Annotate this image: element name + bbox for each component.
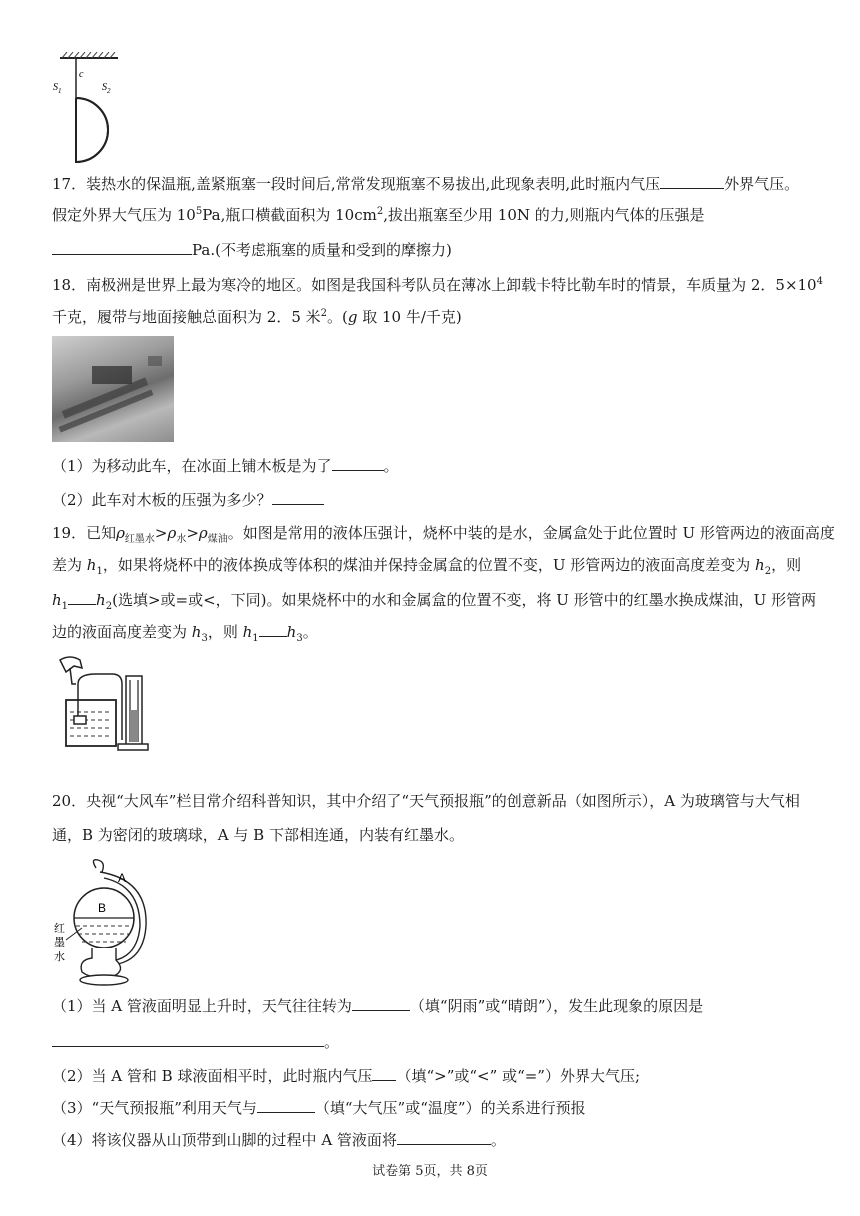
label-s1: $S_1$ [53,82,62,95]
hanging-semicircle-figure [50,52,130,164]
q19-blank-2[interactable] [259,620,287,637]
q20-sub4 [52,1128,506,1151]
rho-symbol: ρ [198,524,208,542]
h-sub: 3 [201,633,208,644]
q17-blank-1[interactable] [660,172,724,189]
q19-line3 [52,588,816,611]
q20-sub1-cont [52,1030,339,1053]
rho-symbol: ρ [116,524,125,542]
label-a: A [118,871,127,885]
q18-sub2-text: （2）此车对木板的压强为多少？ [52,491,272,509]
q18-sub1-end: 。 [383,457,399,475]
q18-sub2 [52,488,324,511]
liquid-pressure-gauge-figure [56,654,156,754]
h-symbol: h [52,591,62,609]
gt-sign: > [154,524,168,542]
q20-s2-text-b: （填“>”或“<” 或“=”）外界大气压; [396,1067,641,1085]
label-ink-1: 红 [54,922,65,935]
q20-sub1 [52,994,703,1017]
h-symbol: h [86,556,97,574]
h-sub: 2 [105,601,113,612]
label-s2: $S_2$ [102,82,111,95]
gt-sign: > [186,524,199,542]
q17-text-f: Pa.(不考虑瓶塞的质量和受到的摩擦力) [192,241,452,259]
q17-line3 [52,238,452,261]
rho-sub-kerosene: 煤油 [207,534,228,545]
q17-blank-2[interactable] [52,238,192,255]
q19-text-g: 边的液面高度差变为 [52,623,192,641]
q19-line1 [52,522,835,544]
q17-text-c: 假定外界大气压为 10 [52,206,196,224]
q20-text-b: 通，B 为密闭的玻璃球，A 与 B 下部相连通，内装有红墨水。 [52,826,464,844]
q20-s3-text-b: （填“大气压”或“温度”）的关系进行预报 [314,1099,586,1117]
q18-text-b: 千克，履带与地面接触总面积为 2．5 米 [52,308,321,326]
label-ink-3: 水 [54,950,65,963]
q17-text-b: 外界气压。 [724,175,800,193]
q18-exponent: 4 [816,276,823,287]
q20-blank-3[interactable] [372,1064,396,1081]
h-sub: 2 [764,566,772,577]
label-ink-2: 墨 [54,936,65,949]
q20-line2 [52,824,464,846]
h-symbol: h [96,591,106,609]
q18-blank-1[interactable] [332,454,384,471]
q20-blank-5[interactable] [397,1128,491,1145]
q17-exponent: 5 [195,206,203,217]
rho-sub-ink: 红墨水 [124,534,155,545]
q19-blank-1[interactable] [68,588,96,605]
q17-exponent-2: 2 [376,206,384,217]
antarctic-vehicle-photo [52,336,174,442]
q20-s3-text-a: （3）“天气预报瓶”利用天气与 [52,1099,257,1117]
label-b: B [98,901,107,915]
q20-s1-text-a: （1）当 A 管液面明显上升时，天气往往转为 [52,997,352,1015]
h-sub: 1 [61,601,69,612]
q18-g-symbol: g [347,308,358,326]
q20-s2-text-a: （2）当 A 管和 B 球液面相平时，此时瓶内气压 [52,1067,373,1085]
q19-text-d: ，如果将烧杯中的液体换成等体积的煤油并保持金属盒的位置不变，U 形管两边的液面高度差变为 [102,556,756,574]
rho-symbol: ρ [167,524,177,542]
q20-s4-text-a: （4）将该仪器从山顶带到山脚的过程中 A 管液面将 [52,1131,397,1149]
q19-text-f: (选填>或=或<，下同)。如果烧杯中的水和金属盒的位置不变，将 U 形管中的红墨水换成煤油，U 形管两 [112,591,817,609]
q18-sub1 [52,454,399,477]
q19-text-h: ，则 [207,623,243,641]
h-sub: 3 [296,633,303,644]
h-sub: 1 [96,566,103,577]
q19-line2 [52,554,801,576]
q20-text-a: 20．央视“大风车”栏目常介绍科普知识，其中介绍了“天气预报瓶”的创意新品（如图所示），A 为玻璃管与大气相 [52,792,800,810]
q20-sub3 [52,1096,586,1119]
q20-blank-2[interactable] [52,1030,324,1047]
q20-blank-1[interactable] [352,994,410,1011]
q19-text-a: 19．已知 [52,524,117,542]
weather-forecast-bottle-figure [52,856,162,988]
q19-line4 [52,620,318,643]
q18-line1 [52,274,823,296]
q18-text-d: 取 10 牛/千克) [357,308,462,326]
rho-sub-water: 水 [176,534,187,545]
q19-text-b: 。如图是常用的液体压强计，烧杯中装的是水，金属盒处于此位置时 U 形管两边的液面高度 [227,524,835,542]
h-symbol: h [755,556,765,574]
q20-sub2 [52,1064,640,1087]
q18-text-c: 。( [327,308,348,326]
q19-text-e: ，则 [771,556,802,574]
q17-line1 [52,172,799,195]
q18-blank-2[interactable] [272,488,324,505]
h-symbol: h [191,623,202,641]
q19-text-i: 。 [302,623,318,641]
q17-text-d: Pa,瓶口横截面积为 10cm [202,206,377,224]
q18-text-a: 18．南极洲是世界上最为寒冷的地区。如图是我国科考队员在薄冰上卸载卡特比勒车时的情景，车质量为 2．5×10 [52,276,817,294]
h-sub: 1 [252,633,259,644]
q20-s1-text-b: （填“阴雨”或“晴朗”），发生此现象的原因是 [409,997,704,1015]
q17-line2 [52,204,705,226]
q17-text-a: 17．装热水的保温瓶,盖紧瓶塞一段时间后,常常发现瓶塞不易拔出,此现象表明,此时瓶内气压 [52,175,661,193]
q20-blank-4[interactable] [257,1096,315,1113]
q18-exponent-2: 2 [320,308,327,319]
q18-line2 [52,306,462,328]
h-symbol: h [286,623,297,641]
q18-sub1-text: （1）为移动此车，在冰面上铺木板是为了 [52,457,332,475]
h-symbol: h [242,623,253,641]
q20-s4-end: 。 [490,1131,506,1149]
q20-s1-end: 。 [324,1033,340,1051]
page-footer: 试卷第 5页，共 8页 [372,1164,488,1179]
q17-text-e: ,拔出瓶塞至少用 10N 的力,则瓶内气体的压强是 [383,206,705,224]
q19-text-c: 差为 [52,556,87,574]
label-c: c [79,69,84,80]
q20-line1 [52,790,800,812]
